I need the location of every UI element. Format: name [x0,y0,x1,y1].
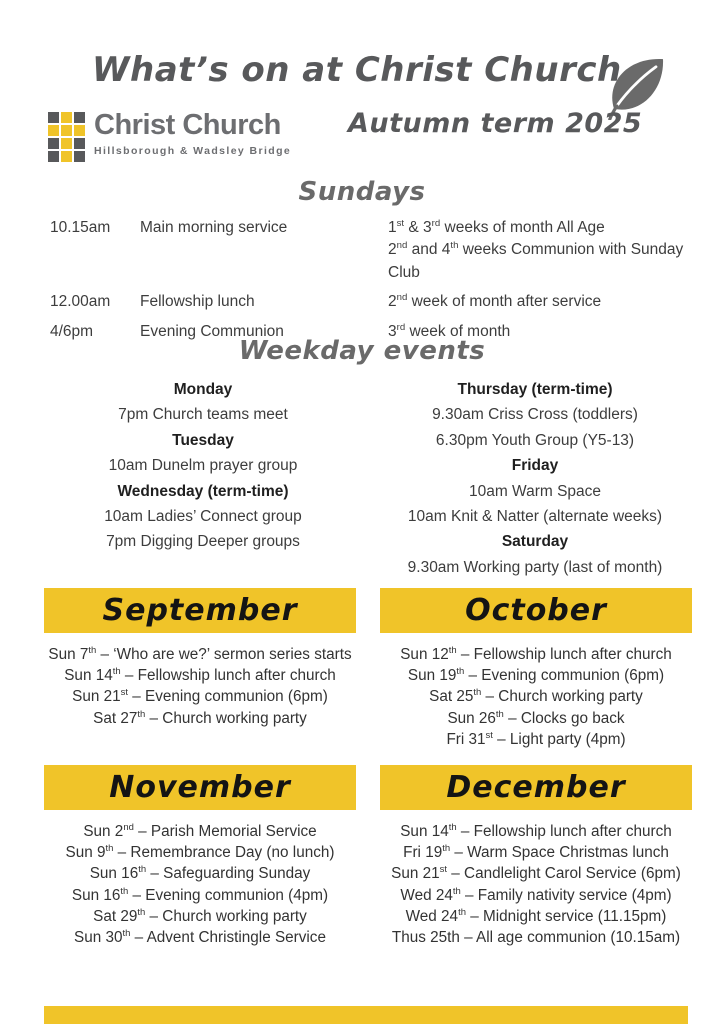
event-line: Sat 25th – Church working party [429,687,643,706]
november-banner: November [44,765,356,810]
schedule-line: 3rd week of month [388,321,511,340]
september-events [44,644,356,729]
weekday-line: 9.30am Working party (last of month) [407,558,663,576]
weekday-line: 10am Ladies’ Connect group [104,508,302,526]
logo-grid-cell [48,112,59,123]
sunday-schedule [388,291,684,313]
weekday-line: 10am Dunelm prayer group [108,457,298,475]
event-line: Sun 21st – Evening communion (6pm) [72,687,328,706]
weekday-line: Tuesday [172,431,234,449]
month-card-december [380,765,692,948]
november-events [44,821,356,948]
sunday-time: 10.15am [50,219,111,236]
page-title: What’s on at Christ Church [92,50,622,90]
logo-grid-cell [48,138,59,149]
weekday-line: Saturday [501,533,569,551]
weekday-line: 10am Knit & Natter (alternate weeks) [407,508,663,526]
october-banner: October [380,588,692,633]
logo-tagline: Hillsborough & Wadsley Bridge [94,144,292,157]
weekday-line: Monday [173,381,233,398]
logo-church-name: Christ Church [94,109,281,141]
logo-grid-cell [61,112,72,123]
event-line: Sun 21st – Candlelight Carol Service (6pm) [391,864,681,883]
event-line: Sun 26th – Clocks go back [447,708,625,727]
weekday-line: 9.30am Criss Cross (toddlers) [432,406,638,424]
logo-grid-cell [48,125,59,136]
weekday-column-right [368,377,702,580]
logo-grid-cell [61,151,72,162]
event-line: Sat 27th – Church working party [93,708,307,727]
weekday-line: 7pm Digging Deeper groups [106,533,300,551]
weekday-line: Friday [511,457,559,475]
sundays-table [50,217,684,343]
event-line: Sun 19th – Evening communion (6pm) [407,666,665,685]
october-events [380,644,692,750]
sunday-event: Evening Communion [140,322,284,340]
church-logo [48,110,291,162]
weekday-line: 10am Warm Space [468,482,602,500]
event-line: Sun 16th – Safeguarding Sunday [89,864,311,883]
sunday-schedule [388,217,684,284]
weekday-heading: Weekday events [238,336,486,366]
logo-grid-cell [74,151,85,162]
sunday-event: Fellowship lunch [140,293,255,311]
month-card-october [380,588,692,750]
weekday-line: 6.30pm Youth Group (Y5-13) [435,431,635,449]
sunday-time: 12.00am [50,293,111,311]
logo-grid-cell [61,138,72,149]
event-line: Sun 12th – Fellowship lunch after church [400,644,672,663]
event-line: Wed 24th – Family nativity service (4pm) [400,885,672,904]
bottom-banner-partial [44,1006,688,1024]
schedule-line: 2nd week of month after service [388,292,602,311]
logo-grid-cell [74,112,85,123]
event-line: Sun 14th – Fellowship lunch after church [64,666,336,685]
logo-cross-grid [48,112,85,162]
event-line: Sun 14th – Fellowship lunch after church [400,821,672,840]
event-line: Fri 19th – Warm Space Christmas lunch [403,843,669,862]
december-events [380,821,692,948]
december-banner: December [380,765,692,810]
event-line: Sat 29th – Church working party [93,906,307,925]
event-line: Wed 24th – Midnight service (11.15pm) [405,906,667,925]
logo-text [94,110,291,157]
weekday-line: 7pm Church teams meet [118,406,288,424]
sundays-heading: Sundays [298,177,426,207]
logo-grid-cell [74,138,85,149]
sunday-time: 4/6pm [50,322,94,340]
logo-grid-cell [74,125,85,136]
weekday-column-left [38,377,368,555]
term-label: Autumn term 2025 [348,108,643,139]
event-line: Sun 7th – ‘Who are we?’ sermon series starts [48,644,352,663]
event-line: Fri 31st – Light party (4pm) [446,729,626,748]
event-line: Thus 25th – All age communion (10.15am) [391,929,681,947]
sunday-event: Main morning service [140,219,288,236]
september-banner: September [44,588,356,633]
logo-grid-cell [61,125,72,136]
month-card-september [44,588,356,729]
logo-grid-cell [48,151,59,162]
weekday-line: Thursday (term-time) [457,381,613,398]
weekday-line: Wednesday (term-time) [117,482,289,500]
month-card-november [44,765,356,948]
event-line: Sun 9th – Remembrance Day (no lunch) [65,843,335,862]
schedule-line: 1st & 3rd weeks of month All Age [388,217,605,236]
event-line: Sun 16th – Evening communion (4pm) [71,885,329,904]
event-line: Sun 30th – Advent Christingle Service [74,927,326,947]
event-line: Sun 2nd – Parish Memorial Service [83,821,317,840]
schedule-line: 2nd and 4th weeks Communion with Sunday Club [388,240,684,281]
